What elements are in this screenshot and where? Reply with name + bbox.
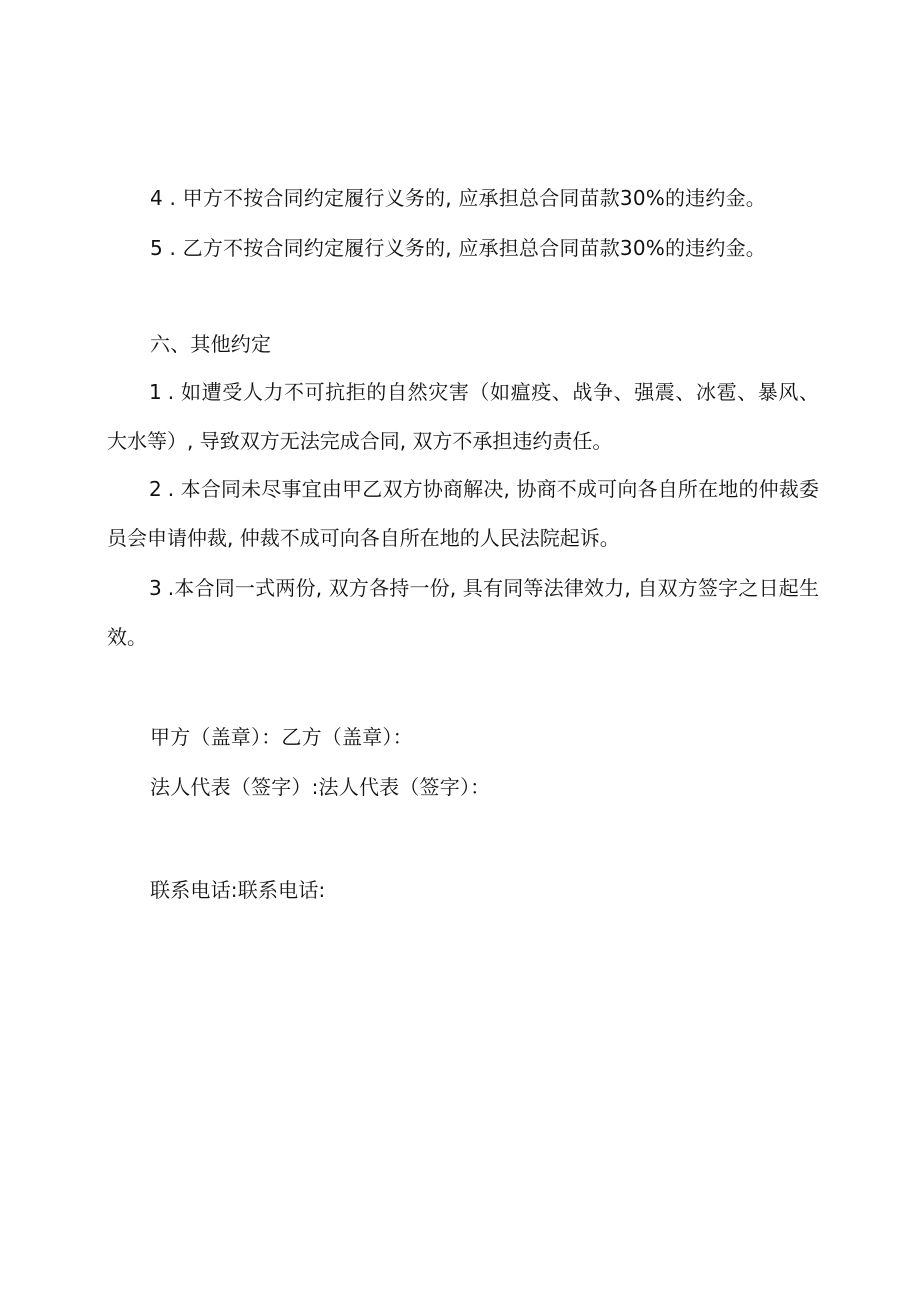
clause-text: . 乙方不按合同约定履行义务的, 应承担总合同苗款30%的违约金。: [169, 236, 766, 260]
other-clause-2: [107, 465, 819, 563]
other-clause-1: [107, 368, 819, 466]
representative-line: 法人代表（签字）:法人代表（签字）：: [150, 775, 491, 799]
clause-number: 1: [149, 380, 162, 404]
clause-5: [150, 236, 766, 260]
seal-line: 甲方（盖章）：乙方（盖章）：: [150, 725, 413, 749]
clause-text: . 本合同未尽事宜由甲乙双方协商解决, 协商不成可向各自所在地的仲裁委员会申请仲裁, 仲裁不成可向各自所在地的人民法院起诉。: [107, 477, 819, 550]
other-clause-3: [107, 564, 819, 662]
section-heading: 六、其他约定: [150, 332, 272, 356]
clause-number: 4: [150, 186, 163, 210]
phone-line: 联系电话:联系电话:: [150, 878, 326, 902]
clause-4: [150, 186, 766, 210]
clause-number: 2: [149, 477, 162, 501]
clause-number: 5: [150, 236, 163, 260]
clause-text: .本合同一式两份, 双方各持一份, 具有同等法律效力, 自双方签字之日起生效。: [107, 576, 819, 649]
clause-text: . 甲方不按合同约定履行义务的, 应承担总合同苗款30%的违约金。: [169, 186, 766, 210]
clause-text: . 如遭受人力不可抗拒的自然灾害（如瘟疫、战争、强震、冰雹、暴风、大水等）, 导致双方无法完成合同, 双方不承担违约责任。: [107, 380, 819, 453]
clause-number: 3: [149, 576, 162, 600]
